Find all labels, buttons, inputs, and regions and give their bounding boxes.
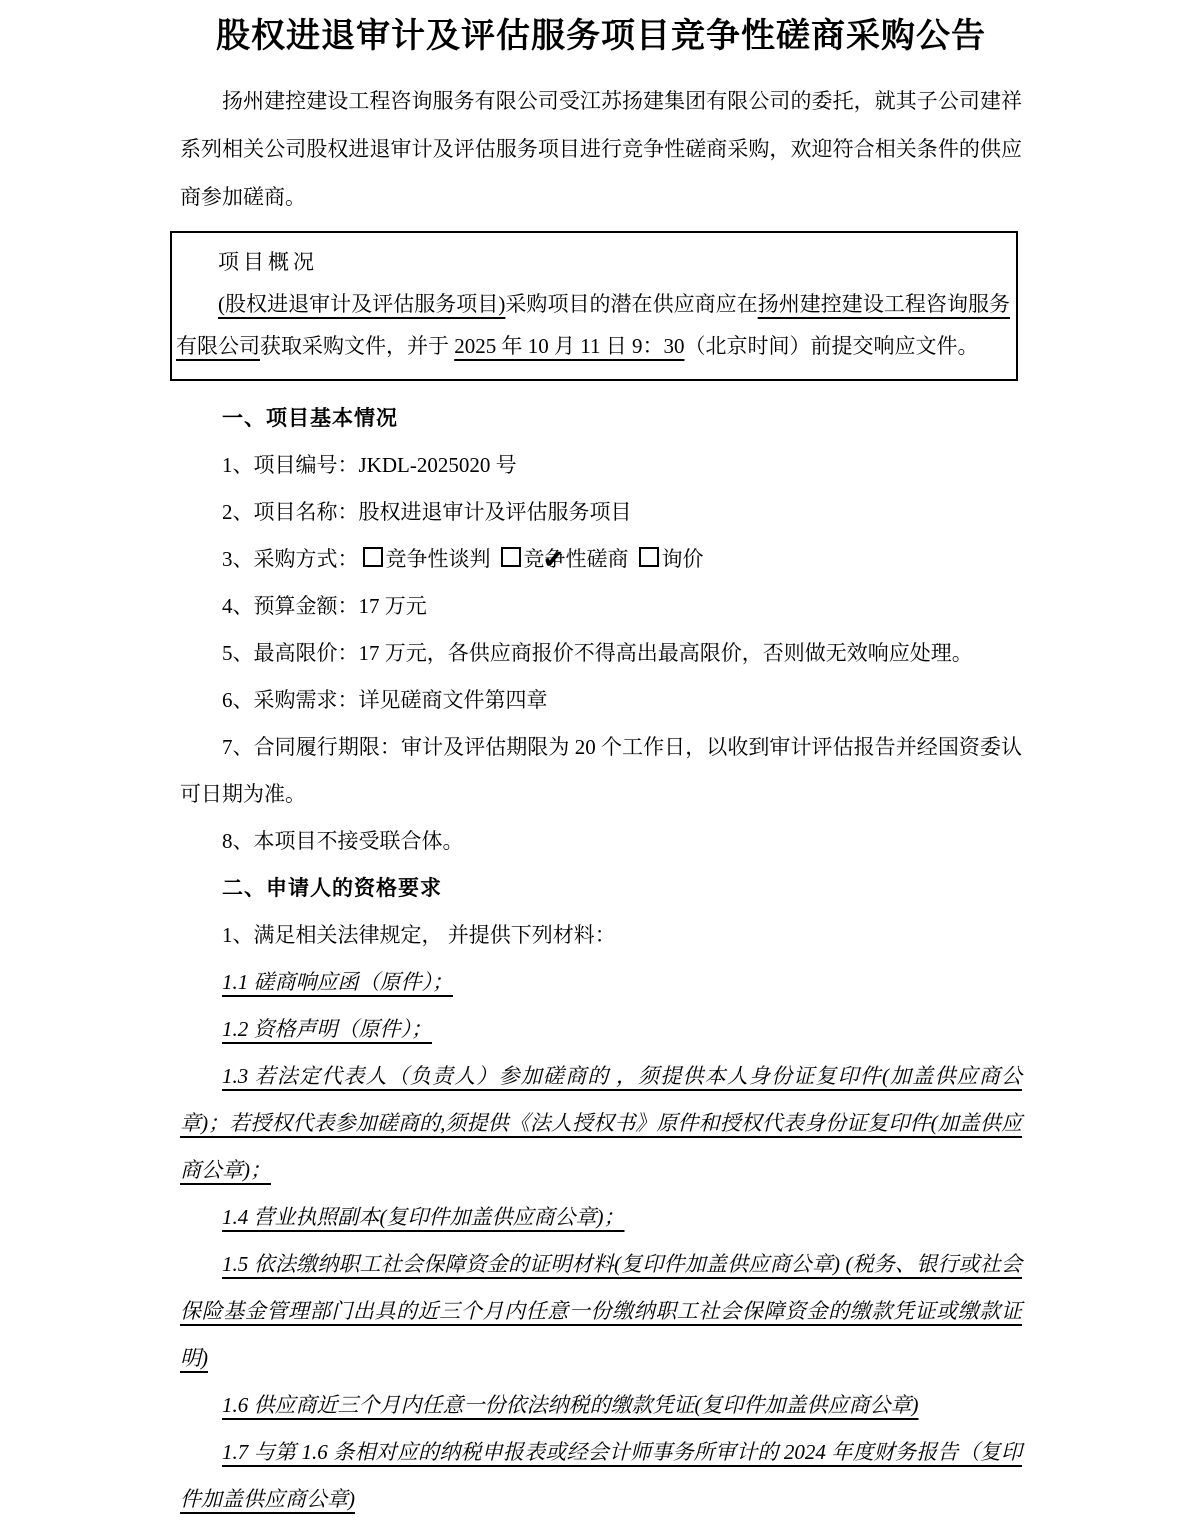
requirement-3: 1.3 若法定代表人（负责人）参加磋商的 ，须提供本人身份证复印件(加盖供应商公章)；若授权代表参加磋商的,须提供《法人授权书》原件和授权代表身份证复印件(加盖供应商公章)； — [180, 1063, 1022, 1182]
checkbox-checked-icon — [501, 547, 521, 567]
overview-agency-name: 扬州建控建设工程咨询服务有限公司 — [176, 291, 1010, 358]
overview-deadline: 2025 年 10 月 11 日 9：30 — [454, 333, 685, 358]
item-project-number: 1、项目编号：JKDL-2025020 号 — [222, 452, 517, 477]
requirement-4: 1.4 营业执照副本(复印件加盖供应商公章)； — [222, 1204, 625, 1229]
item-contract-period: 7、合同履行期限：审计及评估期限为 20 个工作日，以收到审计评估报告并经国资委认可日期为准。 — [180, 734, 1022, 806]
intro-paragraph: 扬州建控建设工程咨询服务有限公司受江苏扬建集团有限公司的委托，就其子公司建祥系列相关公司股权进退审计及评估服务项目进行竞争性磋商采购，欢迎符合相关条件的供应商参加磋商。 — [180, 88, 1022, 209]
method-option-inquiry: 询价 — [661, 546, 704, 571]
requirement-5: 1.5 依法缴纳职工社会保障资金的证明材料(复印件加盖供应商公章) (税务、银行或社会保险基金管理部门出具的近三个月内任意一份缴纳职工社会保障资金的缴款凭证或缴款证明) — [180, 1251, 1022, 1370]
item-project-name: 2、项目名称：股权进退审计及评估服务项目 — [222, 499, 632, 524]
checkbox-unchecked-icon — [363, 547, 383, 567]
item-budget: 4、预算金额：17 万元 — [222, 593, 427, 618]
overview-body — [176, 283, 1010, 367]
overview-project-name: (股权进退审计及评估服务项目) — [218, 291, 506, 316]
item-procurement-method — [180, 536, 1022, 583]
item-qualification-intro: 1、满足相关法律规定， 并提供下列材料： — [222, 922, 616, 947]
section-1-heading: 一、项目基本情况 — [222, 405, 398, 430]
item-demand: 6、采购需求：详见磋商文件第四章 — [222, 687, 548, 712]
requirement-7: 1.7 与第 1.6 条相对应的纳税申报表或经会计师事务所审计的 2024 年度财务报告（复印件加盖供应商公章) — [180, 1439, 1022, 1511]
method-option-consultation: 竞争性磋商 — [523, 546, 629, 571]
page-title: 股权进退审计及评估服务项目竞争性磋商采购公告 — [216, 18, 986, 55]
section-2-heading: 二、申请人的资格要求 — [222, 875, 442, 900]
item-no-consortium: 8、本项目不接受联合体。 — [222, 828, 464, 853]
item-price-cap: 5、最高限价：17 万元，各供应商报价不得高出最高限价，否则做无效响应处理。 — [222, 640, 973, 665]
overview-box — [170, 231, 1018, 381]
overview-text-2: 获取采购文件，并于 — [260, 333, 455, 358]
procurement-method-label: 3、采购方式： — [222, 546, 359, 571]
overview-text-1: 采购项目的潜在供应商应在 — [505, 291, 758, 316]
checkbox-unchecked-icon — [639, 547, 659, 567]
overview-heading: 项目概况 — [218, 249, 318, 274]
document-page — [176, 0, 1022, 1523]
requirement-2: 1.2 资格声明（原件）； — [222, 1016, 432, 1041]
overview-text-3: （北京时间）前提交响应文件。 — [684, 333, 979, 358]
requirement-1: 1.1 磋商响应函（原件）； — [222, 969, 453, 994]
requirement-6: 1.6 供应商近三个月内任意一份依法纳税的缴款凭证(复印件加盖供应商公章) — [222, 1392, 919, 1417]
method-option-negotiation: 竞争性谈判 — [385, 546, 491, 571]
